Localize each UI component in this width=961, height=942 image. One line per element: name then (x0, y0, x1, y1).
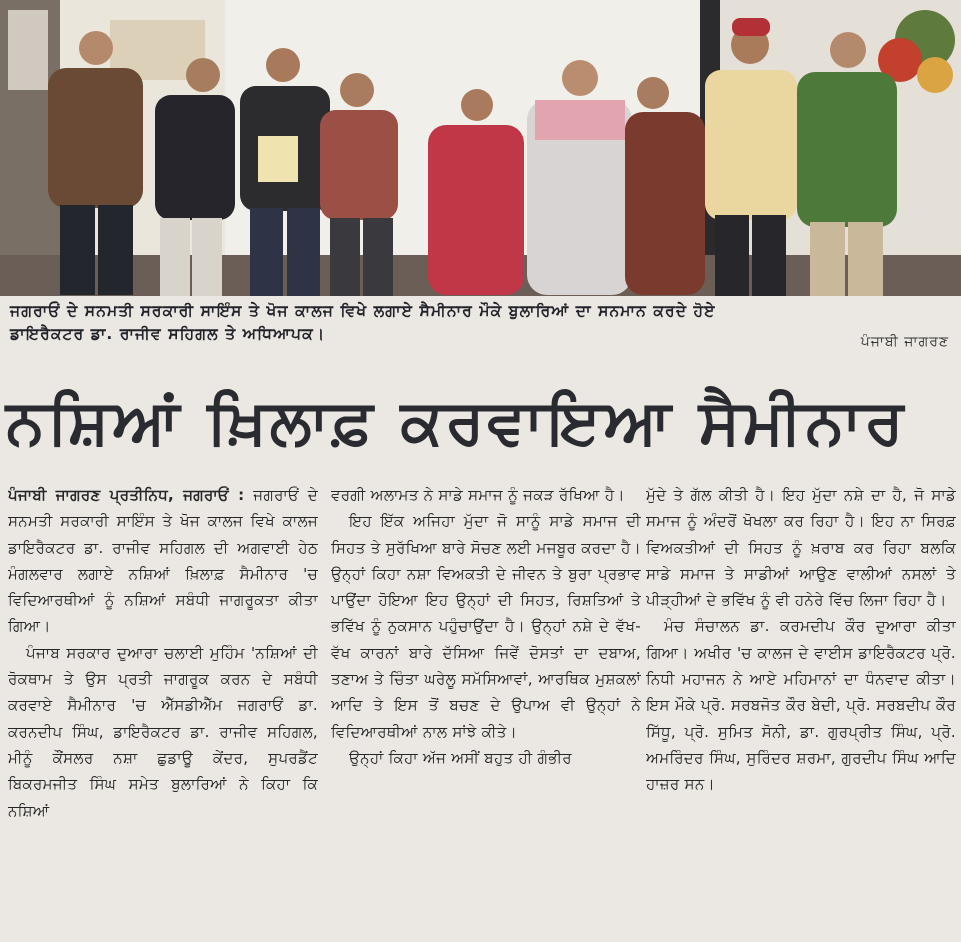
certificate (258, 136, 298, 182)
paragraph: ਜਗਰਾਓਂ ਦੇ ਸਨਮਤੀ ਸਰਕਾਰੀ ਸਾਇੰਸ ਤੇ ਖੋਜ ਕਾਲਜ ਵਿਖੇ ਕਾਲਜ ਡਾਇਰੈਕਟਰ ਡਾ. ਰਾਜੀਵ ਸਹਿਗਲ ਦੀ ਅਗਵਾਈ ਹੇਠ ਮੰਗਲਵਾਰ ਲਗਾਏ ਨਸ਼ਿਆਂ ਖ਼ਿਲਾਫ਼ ਸੈਮੀਨਾਰ 'ਚ ਵਿਦਿਆਰਥੀਆਂ ਨੂੰ ਨਸ਼ਿਆਂ ਸਬੰਧੀ ਜਾਗਰੂਕਤਾ ਕੀਤਾ ਗਿਆ। (8, 486, 318, 636)
article-headline: ਨਸ਼ਿਆਂ ਖ਼ਿਲਾਫ਼ ਕਰਵਾਇਆ ਸੈਮੀਨਾਰ (6, 385, 907, 458)
article-column-1 (8, 482, 318, 937)
paragraph: ਮੁੱਦੇ ਤੇ ਗੱਲ ਕੀਤੀ ਹੈ। ਇਹ ਮੁੱਦਾ ਨਸ਼ੇ ਦਾ ਹੈ, ਜੋ ਸਾਡੇ ਸਮਾਜ ਨੂੰ ਅੰਦਰੋਂ ਖੋਖਲਾ ਕਰ ਰਿਹਾ ਹੈ। ਇਹ ਨਾ ਸਿਰਫ਼ ਵਿਅਕਤੀਆਂ ਦੀ ਸਿਹਤ ਨੂੰ ਖ਼ਰਾਬ ਕਰ ਰਿਹਾ ਬਲਕਿ ਸਾਡੇ ਸਮਾਜ ਤੇ ਸਾਡੀਆਂ ਆਉਣ ਵਾਲੀਆਂ ਨਸਲਾਂ ਤੇ ਪੀੜ੍ਹੀਆਂ ਦੇ ਭਵਿੱਖ ਨੂੰ ਵੀ ਹਨੇਰੇ ਵਿੱਚ ਲਿਜਾ ਰਿਹਾ ਹੈ। (646, 486, 956, 610)
paragraph: ਮੰਚ ਸੰਚਾਲਨ ਡਾ. ਕਰਮਦੀਪ ਕੌਰ ਦੁਆਰਾ ਕੀਤਾ ਗਿਆ। ਅਖੀਰ 'ਚ ਕਾਲਜ ਦੇ ਵਾਈਸ ਡਾਇਰੈਕਟਰ ਪ੍ਰੋ. ਨਿਧੀ ਮਹਾਜਨ ਨੇ ਆਏ ਮਹਿਮਾਨਾਂ ਦਾ ਧੰਨਵਾਦ ਕੀਤਾ। ਇਸ ਮੌਕੇ ਪ੍ਰੋ. ਸਰਬਜੋਤ ਕੌਰ ਬੇਦੀ, ਪ੍ਰੋ. ਸਰਬਦੀਪ ਕੌਰ ਸਿੱਧੂ, ਪ੍ਰੋ. ਸੁਮਿਤ ਸੋਨੀ, ਡਾ. ਗੁਰਪ੍ਰੀਤ ਸਿੰਘ, ਪ੍ਰੋ. ਅਮਰਿੰਦਰ ਸਿੰਘ, ਸੁਰਿੰਦਰ ਸ਼ਰਮਾ, ਗੁਰਦੀਪ ਸਿੰਘ ਆਦਿ ਹਾਜ਼ਰ ਸਨ। (646, 617, 956, 794)
group-photo-image (0, 0, 961, 296)
paragraph: ਵਰਗੀ ਅਲਾਮਤ ਨੇ ਸਾਡੇ ਸਮਾਜ ਨੂੰ ਜਕੜ ਰੱਖਿਆ ਹੈ। (331, 486, 625, 504)
caption-line-1: ਜਗਰਾਓਂ ਦੇ ਸਨਮਤੀ ਸਰਕਾਰੀ ਸਾਇੰਸ ਤੇ ਖੋਜ ਕਾਲਜ ਵਿਖੇ ਲਗਾਏ ਸੈਮੀਨਾਰ ਮੌਕੇ ਬੁਲਾਰਿਆਂ ਦਾ ਸਨਮਾਨ ਕਰਦੇ ਹੋਏ (10, 302, 716, 320)
photo-caption (10, 300, 950, 346)
photo-credit: ਪੰਜਾਬੀ ਜਾਗਰਣ (860, 334, 949, 350)
dateline: ਪੰਜਾਬੀ ਜਾਗਰਣ ਪ੍ਰਤੀਨਿਧ, ਜਗਰਾਓਂ : (8, 486, 245, 504)
paragraph: ਉਨ੍ਹਾਂ ਕਿਹਾ ਅੱਜ ਅਸੀਂ ਬਹੁਤ ਹੀ ਗੰਭੀਰ (349, 748, 572, 767)
paragraph: ਪੰਜਾਬ ਸਰਕਾਰ ਦੁਆਰਾ ਚਲਾਈ ਮੁਹਿੰਮ 'ਨਸ਼ਿਆਂ ਦੀ ਰੋਕਥਾਮ ਤੇ ਉਸ ਪ੍ਰਤੀ ਜਾਗਰੂਕ ਕਰਨ ਦੇ ਸਬੰਧੀ ਕਰਵਾਏ ਸੈਮੀਨਾਰ 'ਚ ਐੱਸਡੀਐੱਮ ਜਗਰਾਓਂ ਡਾ. ਕਰਨਦੀਪ ਸਿੰਘ, ਡਾਇਰੈਕਟਰ ਡਾ. ਰਾਜੀਵ ਸਹਿਗਲ, ਮੀਨੂੰ ਕੌਂਸਲਰ ਨਸ਼ਾ ਛੁਡਾਊ ਕੇਂਦਰ, ਸੁਪਰਡੈਂਟ ਬਿਕਰਮਜੀਤ ਸਿੰਘ ਸਮੇਤ ਬੁਲਾਰਿਆਂ ਨੇ ਕਿਹਾ ਕਿ ਨਸ਼ਿਆਂ (8, 643, 318, 820)
caption-line-2: ਡਾਇਰੈਕਟਰ ਡਾ. ਰਾਜੀਵ ਸਹਿਗਲ ਤੇ ਅਧਿਆਪਕ। (10, 325, 326, 343)
paragraph: ਇਹ ਇੱਕ ਅਜਿਹਾ ਮੁੱਦਾ ਜੋ ਸਾਨੂੰ ਸਾਡੇ ਸਮਾਜ ਦੀ ਸਿਹਤ ਤੇ ਸੁਰੱਖਿਆ ਬਾਰੇ ਸੋਚਣ ਲਈ ਮਜਬੂਰ ਕਰਦਾ ਹੈ। ਉਨ੍ਹਾਂ ਕਿਹਾ ਨਸ਼ਾ ਵਿਅਕਤੀ ਦੇ ਜੀਵਨ ਤੇ ਬੁਰਾ ਪ੍ਰਭਾਵ ਪਾਉਂਦਾ ਹੋਇਆ ਇਹ ਉਨ੍ਹਾਂ ਦੀ ਸਿਹਤ, ਰਿਸ਼ਤਿਆਂ ਤੇ ਭਵਿੱਖ ਨੂੰ ਨੁਕਸਾਨ ਪਹੁੰਚਾਉਂਦਾ ਹੈ। ਉਨ੍ਹਾਂ ਨਸ਼ੇ ਦੇ ਵੱਖ-ਵੱਖ ਕਾਰਨਾਂ ਬਾਰੇ ਦੱਸਿਆ ਜਿਵੇਂ ਦੋਸਤਾਂ ਦਾ ਦਬਾਅ, ਤਣਾਅ ਤੇ ਚਿੰਤਾ ਘਰੇਲੂ ਸਮੱਸਿਆਵਾਂ, ਆਰਥਿਕ ਮੁਸ਼ਕਲਾਂ ਆਦਿ ਤੇ ਇਸ ਤੋਂ ਬਚਣ ਦੇ ਉਪਾਅ ਵੀ ਉਨ੍ਹਾਂ ਨੇ ਵਿਦਿਆਰਥੀਆਂ ਨਾਲ ਸਾਂਝੇ ਕੀਤੇ। (331, 512, 641, 741)
news-photo (0, 0, 961, 296)
article-body (8, 482, 956, 937)
article-column-3 (646, 482, 956, 937)
article-column-2 (331, 482, 641, 937)
